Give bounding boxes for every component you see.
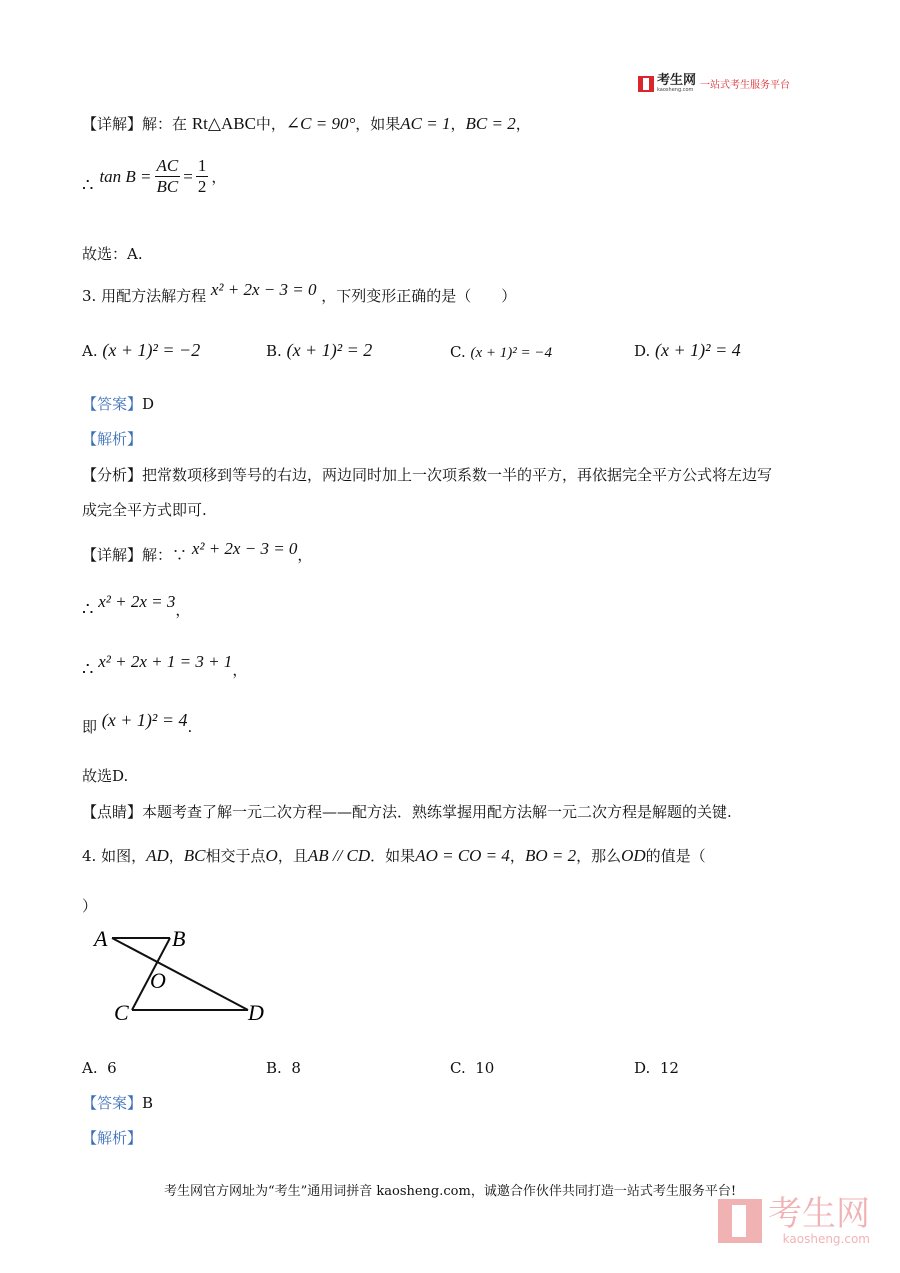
therefore-symbol: ∴ bbox=[82, 174, 94, 196]
logo-text: 考生网 bbox=[657, 73, 697, 88]
q4-stem-line-2: ） bbox=[82, 897, 98, 915]
header-logo bbox=[638, 74, 790, 93]
q3-fenxi-line-2: 成完全平方式即可. bbox=[82, 501, 207, 519]
q3-answer: 【答案】D bbox=[82, 395, 155, 413]
q4-analysis-label: 【解析】 bbox=[82, 1129, 143, 1147]
label-b: B bbox=[172, 926, 186, 951]
page-footer: 考生网官方网址为“考生”通用词拼音 kaosheng.com，诚邀合作伙伴共同打造一站式考生服务平台! bbox=[163, 1184, 737, 1199]
q3-option-d: D. (x + 1)² = 4 bbox=[634, 340, 741, 360]
q4-option-b: B. 8 bbox=[266, 1059, 301, 1077]
q3-fenxi-line-1: 【分析】把常数项移到等号的右边，两边同时加上一次项系数一半的平方，再依据完全平方公式将左边写 bbox=[82, 466, 773, 484]
q3-detail-step3: ∴ x² + 2x + 1 = 3 + 1， bbox=[82, 652, 248, 680]
fraction-ac-bc: $\frac{AC}{BC}$ bbox=[156, 156, 179, 196]
q4-option-c: C. 10 bbox=[450, 1059, 495, 1077]
q2-detail-line: 【详解】解：在 Rt△ABC中，∠C = 90°，如果AC = 1，BC = 2， bbox=[82, 114, 531, 133]
q2-tan-line: ∴ tan B = $\frac{AC}{BC}$ = $\frac{1}{2}$ ， bbox=[82, 156, 227, 196]
logo-sub: kaosheng.com bbox=[657, 87, 694, 93]
q4-option-d: D. 12 bbox=[634, 1059, 679, 1077]
q3-detail-step2: ∴ x² + 2x = 3， bbox=[82, 592, 191, 620]
q3-option-a: A. (x + 1)² = −2 bbox=[82, 340, 201, 360]
q3-choose: 故选D. bbox=[82, 767, 129, 785]
q4-option-a: A. 6 bbox=[82, 1059, 117, 1077]
q3-option-b: B. (x + 1)² = 2 bbox=[266, 340, 373, 360]
answer-label: 【答案】 bbox=[82, 395, 143, 413]
label-c: C bbox=[114, 1000, 129, 1025]
q3-stem: 3. 用配方法解方程 x² + 2x − 3 = 0 ，下列变形正确的是（ ） bbox=[82, 280, 517, 305]
q3-dianjing: 【点睛】本题考查了解一元二次方程——配方法．熟练掌握用配方法解一元二次方程是解题的关键. bbox=[82, 803, 732, 821]
q3-equation: x² + 2x − 3 = 0 bbox=[210, 280, 317, 299]
watermark bbox=[718, 1196, 870, 1246]
q2-choose: 故选：A. bbox=[82, 245, 143, 263]
q3-analysis-label: 【解析】 bbox=[82, 430, 143, 448]
q4-geometry-figure bbox=[90, 920, 270, 1030]
q4-answer: 【答案】B bbox=[82, 1094, 154, 1112]
q3-detail-step1: 【详解】解：∵ x² + 2x − 3 = 0， bbox=[82, 539, 313, 564]
watermark-logo-icon bbox=[718, 1199, 762, 1243]
q3-detail-step4: 即 (x + 1)² = 4. bbox=[82, 710, 193, 736]
fraction-one-half: $\frac{1}{2}$ bbox=[197, 156, 207, 196]
q3-option-c: C. (x + 1)² = −4 bbox=[450, 343, 553, 361]
watermark-sub: kaosheng.com bbox=[782, 1232, 870, 1246]
label-a: A bbox=[94, 926, 108, 951]
label-o: O bbox=[150, 968, 166, 993]
q4-stem-line-1: 4. 如图，AD，BC相交于点O，且AB // CD．如果AO = CO = 4，BO = 2，那么OD的值是（ bbox=[82, 846, 706, 865]
kaosheng-logo-icon bbox=[638, 76, 654, 92]
watermark-text: 考生网 bbox=[768, 1194, 870, 1234]
logo-slogan: 一站式考生服务平台 bbox=[700, 80, 791, 91]
label-d: D bbox=[248, 1000, 264, 1025]
detail-label: 【详解】 bbox=[82, 115, 143, 133]
